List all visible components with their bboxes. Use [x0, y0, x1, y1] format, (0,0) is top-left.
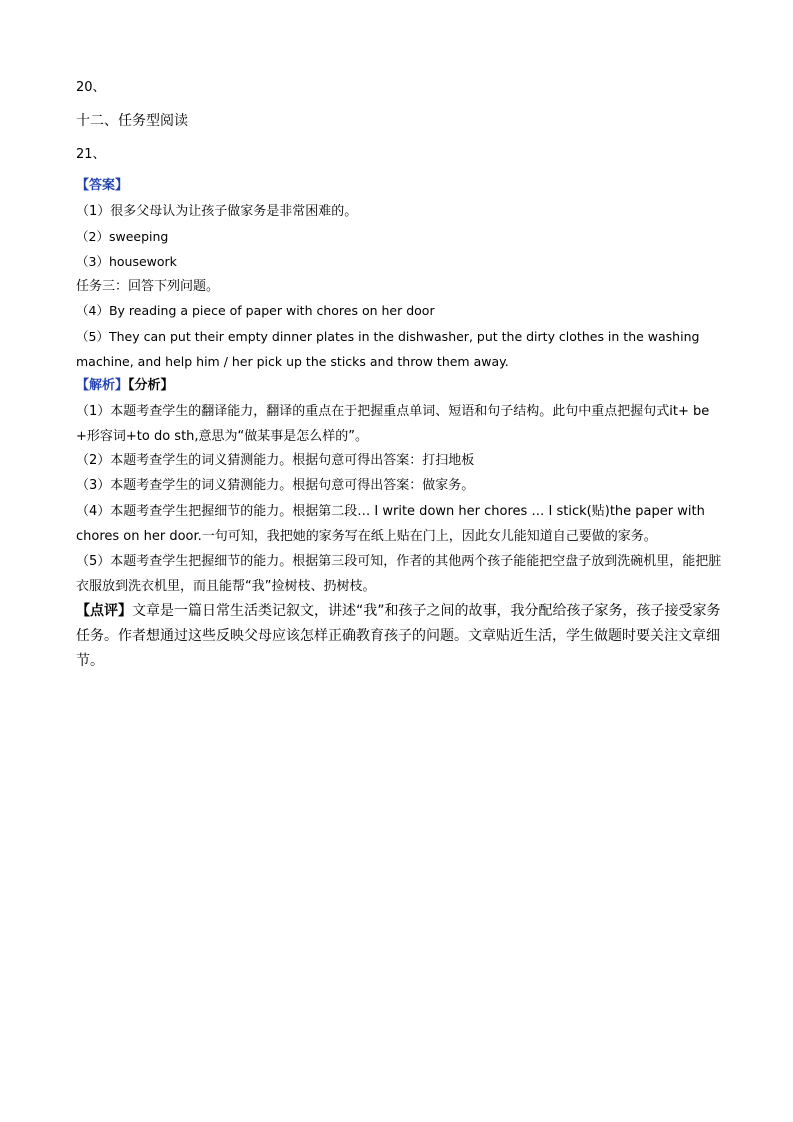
section-title: 十二、任务型阅读 [76, 113, 188, 129]
comment-text: 文章是一篇日常生活类记叙文，讲述“我”和孩子之间的故事，我分配给孩子家务，孩子接受家务任务。作者想通过这些反映父母应该怎样正确教育孩子的问题。文章贴近生活，学生做题时要关注文章细节。 [76, 603, 721, 669]
answer-4: （4）By reading a piece of paper with chores on her door [76, 303, 435, 318]
question-number-20: 20、 [76, 80, 106, 95]
answer-label: 【答案】 [76, 178, 129, 193]
analysis-2: （2）本题考查学生的词义猜测能力。根据句意可得出答案：打扫地板 [76, 453, 475, 468]
analysis-4: （4）本题考查学生把握细节的能力。根据第二段… I write down her chores … I stick(贴)the paper with chores on her door.一句可知，我把她的家务写在纸上贴在门上，因此女儿能知道自己要做的家务。 [76, 504, 705, 544]
analysis-label: 【解析】 [76, 378, 129, 393]
task-3-heading: 任务三：回答下列问题。 [76, 279, 220, 294]
analysis-sub-label: 【分析】 [128, 378, 174, 393]
comment-label: 【点评】 [76, 603, 132, 619]
comment-block [76, 599, 724, 674]
answer-5: （5）They can put their empty dinner plates in the dishwasher, put the dirty clothes in the washing machine, and help him / her pick up the sticks and throw them away. [76, 329, 700, 369]
analysis-1: （1）本题考查学生的翻译能力，翻译的重点在于把握重点单词、短语和句子结构。此句中重点把握句式it+ be +形容词+to do sth,意思为“做某事是怎么样的”。 [76, 404, 710, 444]
analysis-3: （3）本题考查学生的词义猜测能力。根据句意可得出答案：做家务。 [76, 478, 475, 493]
analysis-heading [76, 376, 174, 396]
question-number-21: 21、 [76, 147, 106, 162]
analysis-5: （5）本题考查学生把握细节的能力。根据第三段可知，作者的其他两个孩子能能把空盘子放到洗碗机里，能把脏衣服放到洗衣机里，而且能帮“我”捡树枝、扔树枝。 [76, 554, 722, 594]
answer-3: （3）housework [76, 254, 177, 269]
answer-1: （1）很多父母认为让孩子做家务是非常困难的。 [76, 204, 358, 219]
answer-2: （2）sweeping [76, 229, 169, 244]
